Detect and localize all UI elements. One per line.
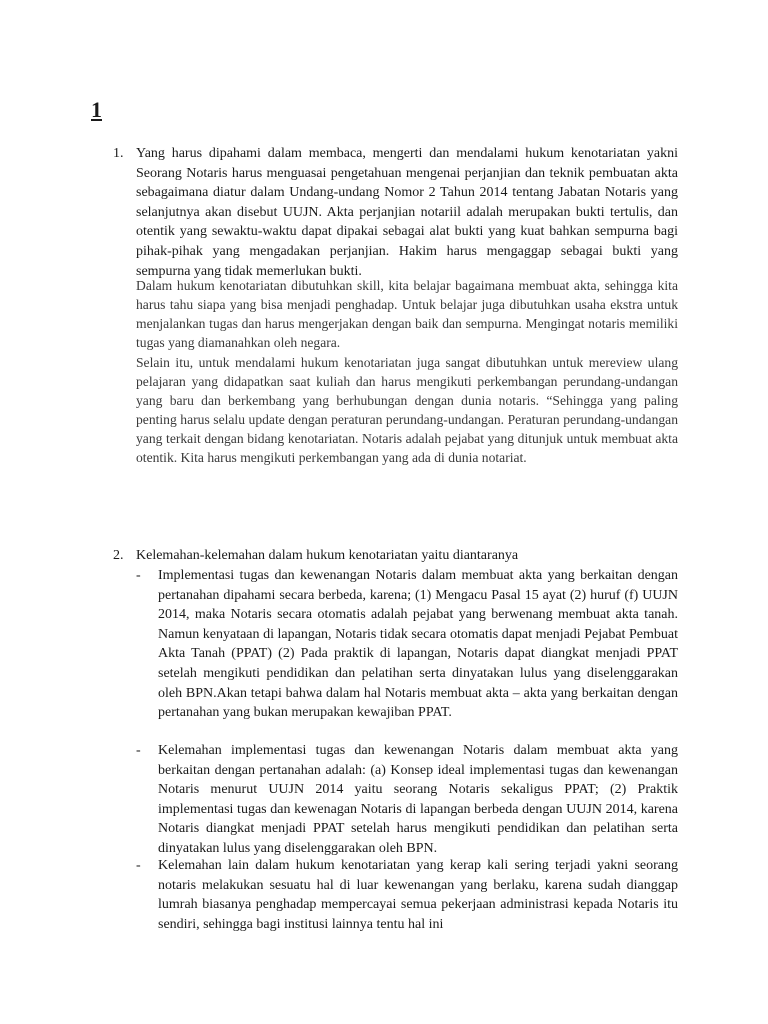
- page-heading: 1: [91, 97, 102, 122]
- item-2-intro: Kelemahan-kelemahan dalam hukum kenotariatan yaitu diantaranya: [136, 548, 519, 563]
- item-1-paragraph-1: Yang harus dipahami dalam membaca, mengerti dan mendalami hukum kenotariatan yakni Seorang Notaris harus menguasai pengetahuan mengenai perjanjian dan teknik pembuatan akta sebagaimana diatur dalam Undang-undang Nomor 2 Tahun 2014 tentang Jabatan Notaris yang selanjutnya akan disebut UUJN. Akta perjanjian notariil adalah merupakan bukti tertulis, dan otentik yang sewaktu-waktu dapat dipakai sebagai alat bukti yang kuat bahkan sempurna bagi pihak-pihak yang mengadakan perjanjian. Hakim harus mengaggap sebagai bukti yang sempurna yang tidak memerlukan bukti.: [136, 146, 678, 279]
- bullet-marker: -: [136, 743, 141, 758]
- bullet-marker: -: [136, 568, 141, 583]
- item-2-number: 2.: [113, 548, 124, 563]
- item-2-bullet-2: Kelemahan implementasi tugas dan kewenangan Notaris dalam membuat akta yang berkaitan dengan pertanahan adalah: (a) Konsep ideal implementasi tugas dan kewenangan Notaris menurut UUJN 2014 yaitu seorang Notaris sekaligus PPAT; (2) Praktik implementasi tugas dan kewenagan Notaris di lapangan berbeda dengan UUJN 2014, karena Notaris diangkat menjadi PPAT setelah harus mengikuti pendidikan dan pelatihan serta dinyatakan lulus yang diselenggarakan oleh BPN.: [158, 743, 678, 856]
- item-1-paragraph-3: Selain itu, untuk mendalami hukum kenotariatan juga sangat dibutuhkan untuk mereview ulang pelajaran yang didapatkan saat kuliah dan harus mengikuti perkembangan perundang-undangan yang baru dan berkembang yang berhubungan dengan dunia notaris. “Sehingga yang paling penting harus selalu update dengan peraturan perundang-undangan. Peraturan perundang-undangan yang terkait dengan bidang kenotariatan. Notaris adalah pejabat yang ditunjuk untuk membuat akta otentik. Kita harus mengikuti perkembangan yang ada di dunia notariat.: [136, 355, 678, 465]
- item-2-bullet-1: Implementasi tugas dan kewenangan Notaris dalam membuat akta yang berkaitan dengan pertanahan dipahami secara berbeda, karena; (1) Mengacu Pasal 15 ayat (2) huruf (f) UUJN 2014, maka Notaris secara otomatis adalah pejabat yang berwenang membuat akta tanah. Namun kenyataan di lapangan, Notaris tidak secara otomatis dapat menjadi Pejabat Pembuat Akta Tanah (PPAT) (2) Pada praktik di lapangan, Notaris dapat diangkat menjadi PPAT setelah mengikuti pendidikan dan pelatihan serta dinyatakan lulus yang diselenggarakan oleh BPN.Akan tetapi bahwa dalam hal Notaris membuat akta – akta yang berkaitan dengan pertanahan yang bukan merupakan kewajiban PPAT.: [158, 568, 678, 721]
- bullet-marker: -: [136, 858, 141, 873]
- item-1-number: 1.: [113, 146, 124, 161]
- item-1-paragraph-2: Dalam hukum kenotariatan dibutuhkan skill, kita belajar bagaimana membuat akta, sehingga kita harus tahu siapa yang bisa menjadi penghadap. Untuk belajar juga dibutuhkan usaha ekstra untuk menjalankan tugas dan harus mengerjakan dengan baik dan sempurna. Mengingat notaris memiliki tugas yang diamanahkan oleh negara.: [136, 278, 678, 350]
- item-2-bullet-3: Kelemahan lain dalam hukum kenotariatan yang kerap kali sering terjadi yakni seorang notaris melakukan sesuatu hal di luar kewenangan yang berlaku, karena sudah dianggap lumrah biasanya penghadap mempercayai semua pekerjaan administrasi kepada Notaris itu sendiri, sehingga bagi institusi lainnya tentu hal ini: [158, 858, 678, 932]
